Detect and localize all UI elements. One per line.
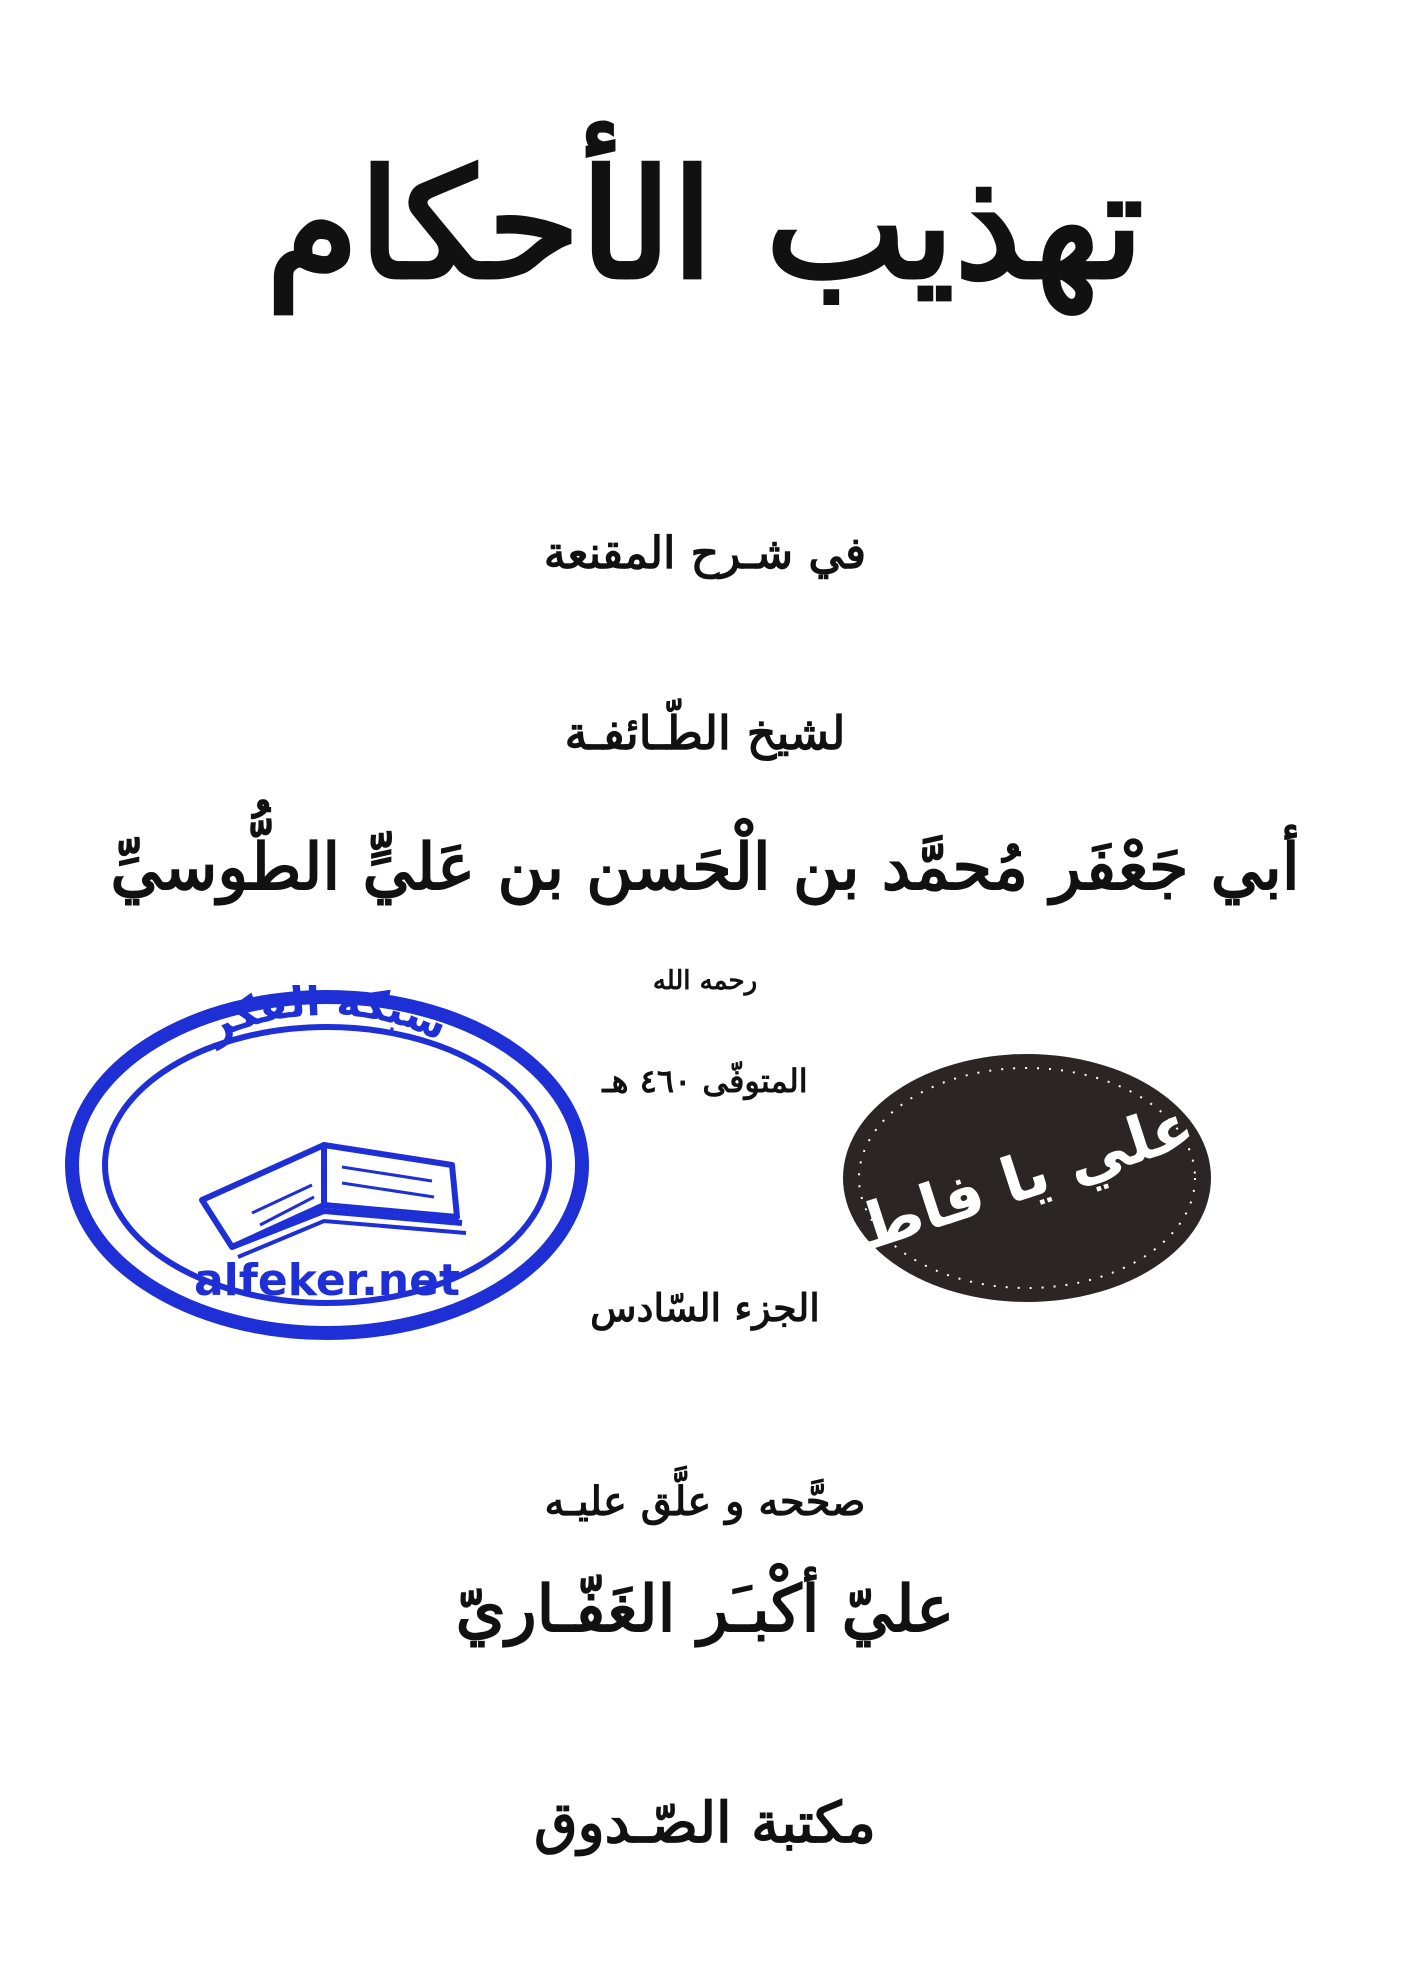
svg-text:شبكة الفكر	[196, 985, 455, 1052]
author-name: أبي جَعْفَر مُحمَّد بن الْحَسن بن عَليٍّ الطُّوسيِّ	[110, 830, 1300, 905]
stamp-arabic-text: شبكة الفكر	[197, 985, 456, 1051]
author-honorific: لشيخ الطّـائفـة	[564, 706, 846, 760]
ya-ali-ya-fatima-seal	[779, 1048, 1268, 1308]
open-book-icon	[202, 1145, 466, 1257]
volume-number: الجزء السّادس	[590, 1285, 820, 1330]
editor-credit-label: صحَّحه و علَّق عليـه	[544, 1478, 866, 1525]
author-blessing: رحمه الله	[652, 966, 758, 996]
seal-graphic	[779, 1048, 1268, 1308]
seal-calligraphy: يا علي يا فاطمة	[779, 1066, 1268, 1288]
publisher-name: مكتبة الصّـدوق	[534, 1790, 876, 1856]
stamp-url-text: alfeker.net	[193, 1255, 461, 1306]
book-subtitle: في شـرح المقنعة	[543, 528, 867, 579]
alfeker-stamp	[62, 985, 592, 1345]
stamp-graphic	[62, 985, 592, 1345]
author-death-year: المتوفّى ٤٦٠ هـ	[602, 1062, 808, 1100]
editor-name: عليّ أكْبـَر الغَفّـاريّ	[455, 1572, 955, 1647]
book-title: تهذيب الأحكام	[265, 137, 1145, 313]
